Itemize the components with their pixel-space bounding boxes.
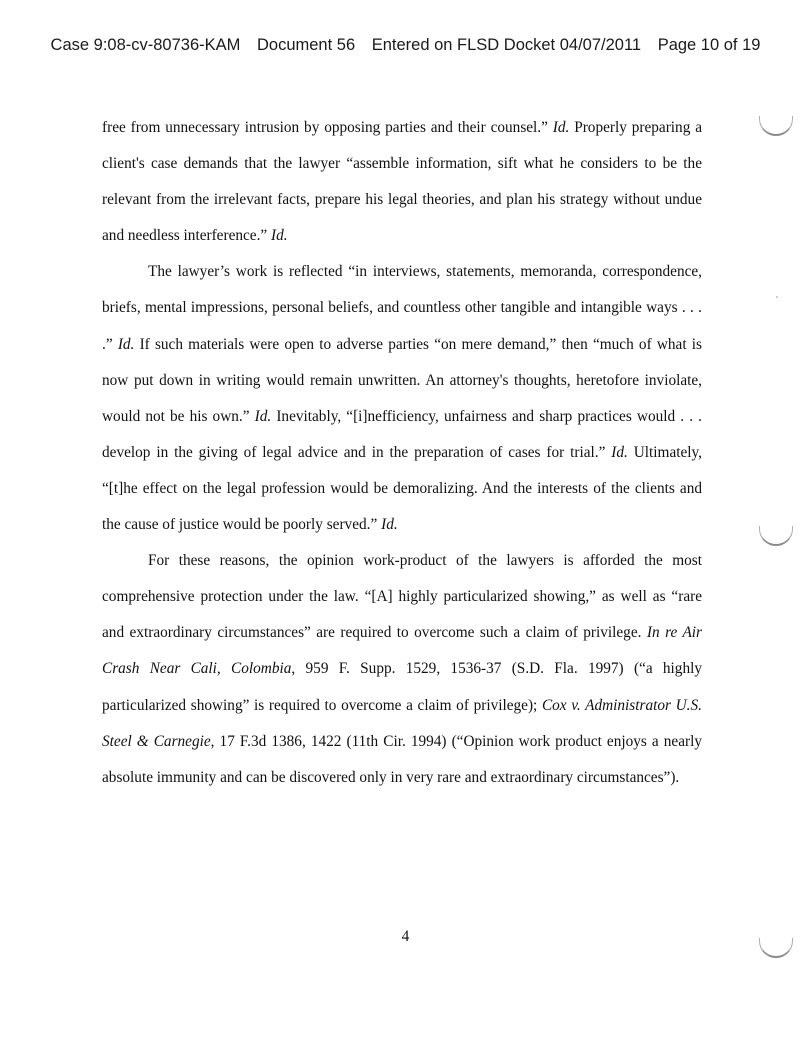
citation-id: Id. <box>254 407 272 425</box>
page-count: Page 10 of 19 <box>657 36 761 54</box>
citation-id: Id. <box>552 119 570 136</box>
text-segment: Properly preparing a client's case demands that the lawyer “assemble information, sift what he considers to be the relevant from the irrelevant facts, prepare his legal theories, and plan his strategy without undue and needless interference.” <box>102 119 702 245</box>
docket-header <box>0 36 811 55</box>
text-segment: Ultimately, “[t]he effect on the legal profession would be demoralizing. And the interests of the clients and the cause of justice would be poorly served.” <box>102 443 703 534</box>
case-citation: In re Air Crash Near Cali, Colombia <box>102 624 702 678</box>
case-number: Case 9:08-cv-80736-KAM <box>50 36 241 54</box>
text-segment: free from unnecessary intrusion by opposing parties and their counsel.” <box>102 119 553 136</box>
punch-hole-mark <box>759 938 793 958</box>
citation-id: Id. <box>117 335 135 353</box>
case-citation: Cox v. Administrator U.S. Steel & Carnegie <box>102 696 702 750</box>
citation-id: Id. <box>381 516 398 534</box>
text-segment: If such materials were open to adverse parties “on mere demand,” then “much of what is now put down in writing would remain unwritten. An attorney's thoughts, heretofore inviolate, would not be his own.” <box>102 335 702 425</box>
punch-hole-mark <box>759 116 793 136</box>
punch-hole-mark <box>759 526 793 546</box>
citation-id: Id. <box>611 443 628 461</box>
page-number: 4 <box>401 928 410 945</box>
text-segment: Inevitably, “[i]nefficiency, unfairness and sharp practices would . . . develop in the giving of legal advice and in the preparation of cases for trial.” <box>102 407 702 461</box>
body-text <box>102 110 702 796</box>
paragraph <box>102 110 702 254</box>
text-segment: , 17 F.3d 1386, 1422 (11th Cir. 1994) (“Opinion work product enjoys a nearly absolute immunity and can be discovered only in very rare and extraordinary circumstances”). <box>102 732 702 786</box>
scan-speck <box>776 296 778 298</box>
docket-entry: Entered on FLSD Docket 04/07/2011 <box>371 36 642 54</box>
text-segment: The lawyer’s work is reflected “in interviews, statements, memoranda, correspondence, briefs, mental impressions, personal beliefs, and countless other tangible and intangible ways . . . .” <box>102 263 702 353</box>
document-number: Document 56 <box>256 36 356 54</box>
citation-id: Id. <box>271 227 288 245</box>
text-segment: , 959 F. Supp. 1529, 1536-37 (S.D. Fla. 1997) (“a highly particularized showing” is required to overcome a claim of privilege); <box>102 660 703 714</box>
paragraph <box>102 254 702 543</box>
text-segment: For these reasons, the opinion work-product of the lawyers is afforded the most comprehensive protection under the law. “[A] highly particularized showing,” as well as “rare and extraordinary circumstances” are required to overcome such a claim of privilege. <box>102 552 702 642</box>
paragraph <box>102 543 702 796</box>
